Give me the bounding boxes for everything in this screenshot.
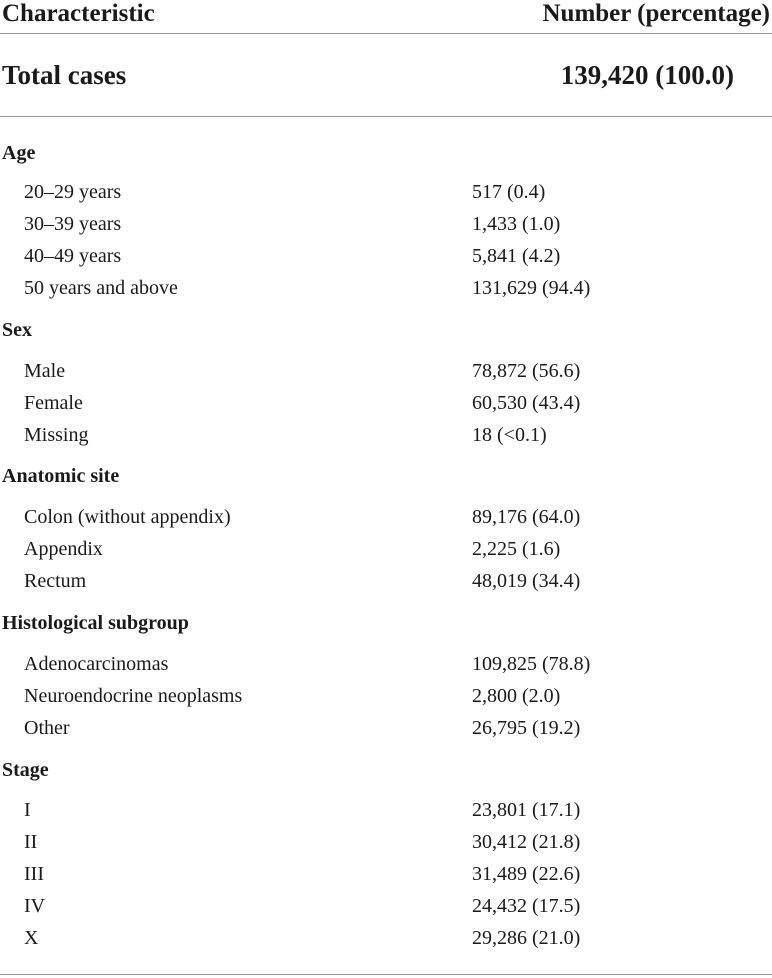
row-value: 31,489 (22.6) <box>472 863 581 885</box>
row-label: 20–29 years <box>24 181 122 203</box>
total-divider <box>0 116 772 117</box>
header-divider <box>0 33 772 34</box>
column-header-number: Number (percentage) <box>542 0 770 27</box>
row-label: Neuroendocrine neoplasms <box>24 685 243 707</box>
section-title-anatomic-site: Anatomic site <box>2 465 120 487</box>
row-value: 60,530 (43.4) <box>472 392 581 414</box>
row-label: 40–49 years <box>24 245 122 267</box>
row-value: 18 (<0.1) <box>472 424 547 446</box>
row-label: Other <box>24 717 70 739</box>
row-label: II <box>24 831 38 853</box>
row-label: X <box>24 927 39 949</box>
row-value: 29,286 (21.0) <box>472 927 581 949</box>
row-label: Male <box>24 360 66 382</box>
row-value: 5,841 (4.2) <box>472 245 561 267</box>
section-title-age: Age <box>2 142 36 164</box>
row-value: 26,795 (19.2) <box>472 717 581 739</box>
row-value: 131,629 (94.4) <box>472 277 591 299</box>
row-value: 1,433 (1.0) <box>472 213 561 235</box>
row-label: Appendix <box>24 538 103 560</box>
row-label: Female <box>24 392 83 414</box>
row-label: IV <box>24 895 46 917</box>
total-cases-value: 139,420 (100.0) <box>560 60 734 90</box>
row-label: I <box>24 799 31 821</box>
section-title-histological-subgroup: Histological subgroup <box>2 612 189 634</box>
row-value: 109,825 (78.8) <box>472 653 591 675</box>
row-label: 50 years and above <box>24 277 178 299</box>
row-value: 30,412 (21.8) <box>472 831 581 853</box>
row-label: Colon (without appendix) <box>24 506 231 528</box>
row-value: 23,801 (17.1) <box>472 799 581 821</box>
row-value: 517 (0.4) <box>472 181 546 203</box>
row-value: 2,800 (2.0) <box>472 685 561 707</box>
table-bottom-rule <box>0 974 772 975</box>
row-label: Rectum <box>24 570 87 592</box>
row-value: 2,225 (1.6) <box>472 538 561 560</box>
section-title-stage: Stage <box>2 759 49 781</box>
section-title-sex: Sex <box>2 319 32 341</box>
row-label: Missing <box>24 424 89 446</box>
row-label: 30–39 years <box>24 213 122 235</box>
row-label: III <box>24 863 44 885</box>
total-cases-label: Total cases <box>2 60 127 90</box>
row-value: 89,176 (64.0) <box>472 506 581 528</box>
row-value: 78,872 (56.6) <box>472 360 581 382</box>
column-header-characteristic: Characteristic <box>2 0 155 27</box>
row-value: 48,019 (34.4) <box>472 570 581 592</box>
row-value: 24,432 (17.5) <box>472 895 581 917</box>
row-label: Adenocarcinomas <box>24 653 169 675</box>
